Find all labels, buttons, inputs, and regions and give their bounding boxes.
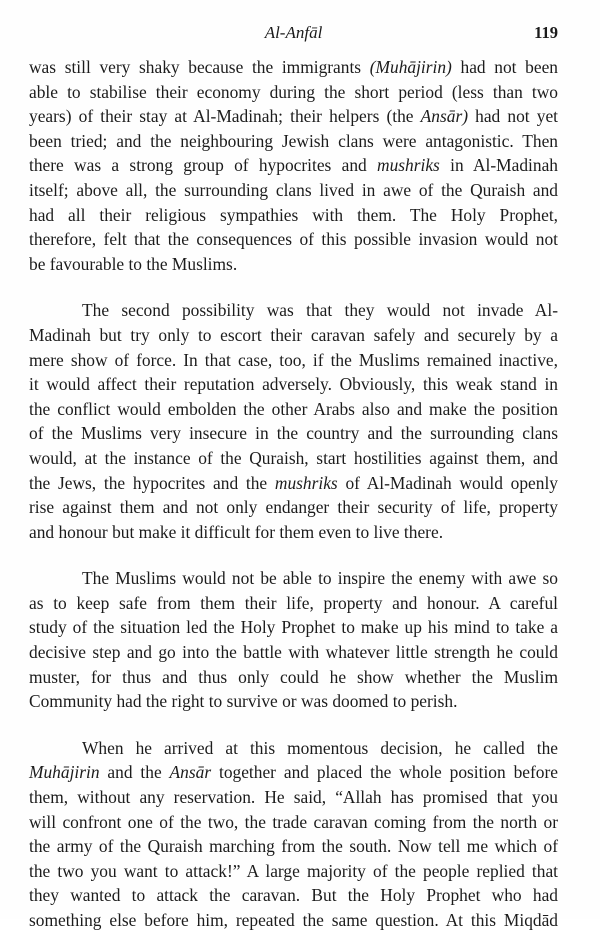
text-line: mere show of force. In that case, too, if the Muslims remained inactive, <box>29 349 558 370</box>
text-line: Madinah but try only to escort their caravan safely and securely by a <box>29 324 558 345</box>
page-number: 119 <box>534 23 558 42</box>
text-line: The Muslims would not be able to inspire the enemy with awe so <box>82 568 558 589</box>
text-line: was still very shaky because the immigrants (Muhājirin) had not been <box>29 57 558 77</box>
text-line: Community had the right to survive or was doomed to perish. <box>29 691 458 712</box>
text-line: and honour but make it difficult for them even to live there. <box>29 521 444 542</box>
italic-term: (Muhājirin) <box>369 57 452 77</box>
page-body <box>29 55 558 933</box>
paragraph-gap <box>29 544 558 566</box>
text-line: been tried; and the neighbouring Jewish clans were antagonistic. Then <box>29 130 558 151</box>
text-line: had all their religious sympathies with them. The Holy Prophet, <box>29 204 558 225</box>
italic-term: Ansār <box>169 762 212 783</box>
text-line: itself; above all, the surrounding clans lived in awe of the Quraish and <box>29 179 558 200</box>
text-line: something else before him, repeated the same question. At this Miqdād <box>29 910 558 930</box>
text-line: therefore, felt that the consequences of this possible invasion would not <box>29 229 558 250</box>
text-line: When he arrived at this momentous decision, he called the <box>82 737 558 758</box>
text-line: the Jews, the hypocrites and the mushriks of Al-Madinah would openly <box>29 472 558 493</box>
text-line: they wanted to attack the caravan. But the Holy Prophet who had <box>29 885 558 906</box>
paragraph-gap <box>29 276 558 298</box>
text-line: as to keep safe from them their life, property and honour. A careful <box>29 592 558 613</box>
italic-term: Ansār) <box>420 106 468 127</box>
text-line: them, without any reservation. He said, “Allah has promised that you <box>29 787 558 808</box>
text-line: rise against them and not only endanger their security of life, property <box>29 497 558 518</box>
text-line: years) of their stay at Al-Madinah; their helpers (the Ansār) had not yet <box>29 106 558 127</box>
paragraph-gap <box>29 714 558 736</box>
italic-term: mushriks <box>274 472 338 493</box>
paragraph <box>29 566 558 714</box>
paragraph <box>29 55 558 276</box>
text-line: of the Muslims very insecure in the country and the surrounding clans <box>29 423 558 444</box>
text-line: muster, for thus and thus only could he show whether the Muslim <box>29 666 558 687</box>
italic-term: Muhājirin <box>29 762 100 783</box>
text-line: the two you want to attack!” A large majority of the people replied that <box>29 860 558 881</box>
paragraph <box>29 298 558 544</box>
italic-term: mushriks <box>377 155 440 176</box>
text-line: the army of the Quraish marching from the south. Now tell me which of <box>29 836 558 857</box>
running-title: Al-Anfāl <box>264 23 323 42</box>
text-line: study of the situation led the Holy Prophet to make up his mind to take a <box>29 617 558 638</box>
text-line: would, at the instance of the Quraish, start hostilities against them, and <box>29 447 558 468</box>
text-line: it would affect their reputation adversely. Obviously, this weak stand in <box>29 374 558 395</box>
text-line: the conflict would embolden the other Arabs also and make the position <box>29 398 558 419</box>
page-header <box>29 20 558 44</box>
text-line: Muhājirin and the Ansār together and placed the whole position before <box>29 762 558 783</box>
text-line: decisive step and go into the battle with whatever little strength he could <box>29 642 558 663</box>
paragraph <box>29 736 558 933</box>
text-line: be favourable to the Muslims. <box>29 253 238 274</box>
text-line: able to stabilise their economy during the short period (less than two <box>29 81 558 102</box>
text-line: will confront one of the two, the trade caravan coming from the north or <box>29 811 558 832</box>
text-line: there was a strong group of hypocrites and mushriks in Al-Madinah <box>29 155 558 176</box>
text-line: The second possibility was that they would not invade Al- <box>82 300 558 321</box>
